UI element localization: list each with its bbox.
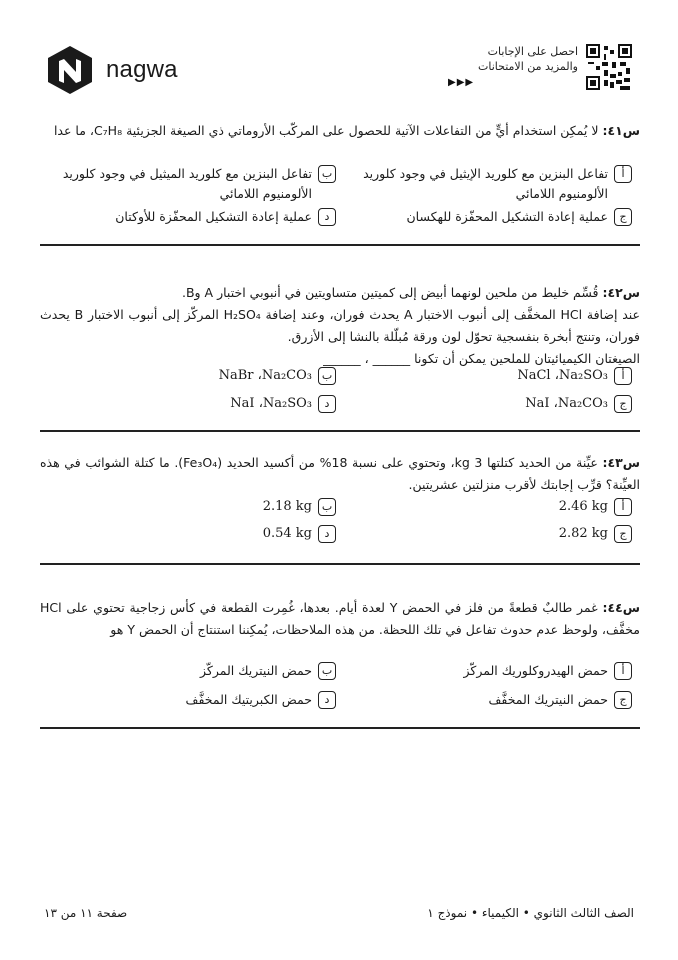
option-text: حمض النيتريك المركّز [200, 663, 312, 678]
question-41-stem [40, 120, 640, 142]
divider [40, 244, 640, 246]
page-header [0, 0, 678, 110]
option-letter: أ [614, 662, 632, 680]
question-43-stem [40, 452, 640, 496]
option-letter: ج [614, 208, 632, 226]
option-letter: ج [614, 691, 632, 709]
question-number: س٤٤: [602, 600, 640, 615]
nagwa-logo[interactable] [44, 44, 178, 96]
option-text: NaCl ،Na₂SO₃ [517, 368, 608, 383]
option-d[interactable] [46, 207, 336, 227]
nagwa-logo-icon [44, 44, 96, 96]
course-info: الصف الثالث الثانوي • الكيمياء • نموذج ١ [427, 906, 634, 920]
option-letter: ب [318, 367, 336, 385]
option-a[interactable] [342, 164, 632, 204]
question-number: س٤٣: [602, 455, 640, 470]
question-44-stem [40, 597, 640, 641]
divider [40, 430, 640, 432]
question-number: س٤١: [602, 123, 640, 138]
option-text: NaBr ،Na₂CO₃ [218, 368, 312, 383]
option-text: 2.46 kg [558, 499, 608, 514]
option-text: حمض الهيدروكلوريك المركّز [463, 663, 608, 678]
page-number: صفحة ١١ من ١٣ [44, 906, 128, 920]
option-text: حمض النيتريك المخفَّف [488, 692, 608, 707]
option-b[interactable] [46, 164, 336, 204]
option-c[interactable] [342, 394, 632, 414]
option-c[interactable] [342, 524, 632, 544]
option-text: حمض الكبريتيك المخفَّف [185, 692, 312, 707]
option-letter: أ [614, 498, 632, 516]
option-letter: د [318, 208, 336, 226]
question-text: عيِّنة من الحديد كتلتها 3 kg، وتحتوي على نسبة 18% من أكسيد الحديد (Fe₃O₄). ما كتلة الشوائب في هذه العيِّنة؟ قرِّب إجابتك لأقرب منزلتين عشريتين. [40, 455, 640, 492]
question-42-stem [40, 282, 640, 370]
question-text: غمر طالبٌ قطعةً من فلز في الحمض Y لعدة أيام. بعدها، غُمِرت القطعة في كأس زجاجية تحتوي على HCl مخفَّف، ولوحظ عدم حدوث تفاعل في تلك اللحظة. من هذه الملاحظات، يُمكِننا استنتاج أن الحمض Y هو [40, 600, 640, 637]
option-c[interactable] [342, 690, 632, 710]
option-letter: د [318, 691, 336, 709]
option-d[interactable] [46, 690, 336, 710]
option-letter: ج [614, 525, 632, 543]
option-b[interactable] [46, 497, 336, 517]
promo-line-1: احصل على الإجابات [487, 45, 578, 58]
option-letter: ب [318, 165, 336, 183]
option-letter: أ [614, 165, 632, 183]
qr-code-icon[interactable] [586, 44, 632, 90]
option-text: NaI ،Na₂SO₃ [230, 396, 312, 411]
option-text: 2.82 kg [558, 526, 608, 541]
option-text: 2.18 kg [262, 499, 312, 514]
option-text: عملية إعادة التشكيل المحفّزة للهكسان [406, 209, 608, 224]
option-text: تفاعل البنزين مع كلوريد الإيثيل في وجود كلوريد الألومنيوم اللامائي [363, 166, 608, 201]
option-d[interactable] [46, 524, 336, 544]
option-letter: ج [614, 395, 632, 413]
option-letter: د [318, 395, 336, 413]
question-number: س٤٢: [602, 285, 640, 300]
option-letter: د [318, 525, 336, 543]
divider [40, 727, 640, 729]
option-a[interactable] [342, 661, 632, 681]
option-text: NaI ،Na₂CO₃ [525, 396, 608, 411]
option-text: عملية إعادة التشكيل المحفّزة للأوكتان [115, 209, 312, 224]
option-b[interactable] [46, 366, 336, 386]
promo-arrows: ▶▶▶ [448, 77, 475, 88]
promo-line-2: والمزيد من الامتحانات [477, 60, 578, 73]
question-line-1: قُسِّم خليط من ملحين لونهما أبيض إلى كميتين متساويتين في أنبوبي اختبار A وB. [181, 285, 599, 300]
option-b[interactable] [46, 661, 336, 681]
option-letter: أ [614, 367, 632, 385]
promo-text [448, 44, 578, 90]
logo-text: nagwa [106, 56, 178, 83]
option-text: تفاعل البنزين مع كلوريد الميثيل في وجود كلوريد الألومنيوم اللامائي [62, 166, 312, 201]
option-text: 0.54 kg [262, 526, 312, 541]
option-c[interactable] [342, 207, 632, 227]
option-a[interactable] [342, 366, 632, 386]
option-letter: ب [318, 662, 336, 680]
question-line-2: عند إضافة HCl المخفَّف إلى أنبوب الاختبار A يحدث فوران، وعند إضافة H₂SO₄ المركّز إلى أنبوب الاختبار B يحدث فوران، وتنتج أبخرة بنفسجية تحوّل لون ورقة مُبلّلة بالنشا إلى الأزرق. [40, 307, 640, 344]
option-letter: ب [318, 498, 336, 516]
option-d[interactable] [46, 394, 336, 414]
divider [40, 563, 640, 565]
question-line-3: الصيغتان الكيميائيتان للملحين يمكن أن تكونا ______ ، ______ [323, 351, 640, 366]
option-a[interactable] [342, 497, 632, 517]
question-text: لا يُمكِن استخدام أيٍّ من التفاعلات الآتية للحصول على المركّب الأروماتي ذي الصيغة الجزيئية C₇H₈، ما عدا [53, 123, 599, 138]
